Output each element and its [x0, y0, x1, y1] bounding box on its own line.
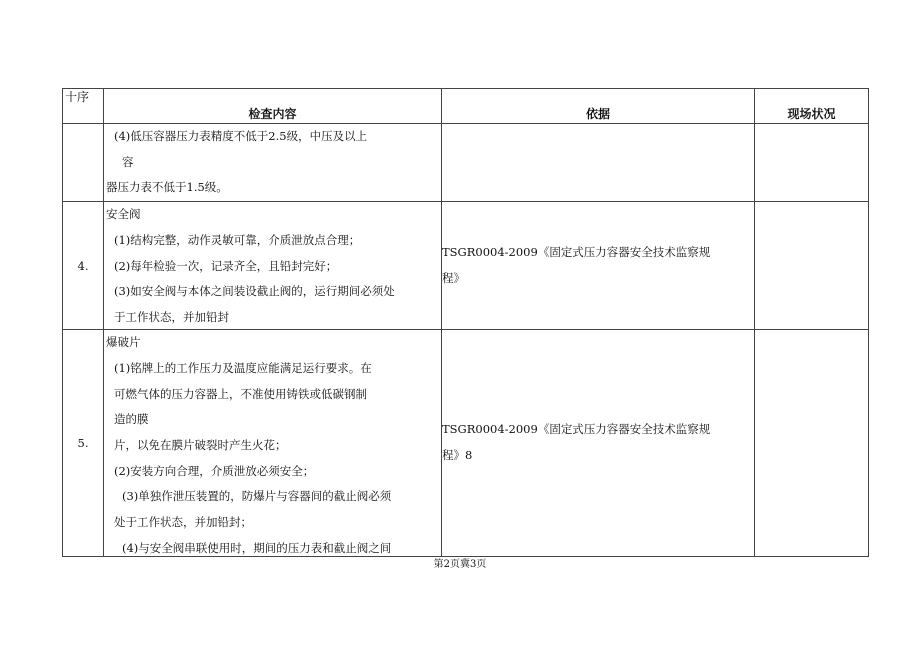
inspection-table — [62, 88, 869, 557]
content-line: (1)结构完整，动作灵敏可靠，介质泄放点合理； — [114, 232, 361, 247]
content-line: 造的膜 — [114, 412, 149, 427]
content-line: 可燃气体的压力容器上，不准使用铸铁或低碳钢制 — [114, 386, 367, 401]
content-line: 安全阀 — [106, 207, 141, 222]
content-line: (3)单独作泄压装置的，防爆片与容器间的截止阀必须 — [122, 489, 392, 504]
header-basis: 依据 — [442, 89, 755, 124]
row-status — [755, 202, 869, 330]
content-line: 于工作状态，并加铅封 — [114, 309, 229, 324]
basis-line: 程》 — [442, 270, 465, 285]
content-line: (4)低压容器压力表精度不低于2.5级，中压及以上 — [114, 129, 368, 143]
content-line: 片，以免在膜片破裂时产生火花； — [114, 437, 287, 452]
row-seq: 4. — [63, 202, 104, 330]
row-status — [755, 124, 869, 202]
row-seq — [63, 124, 104, 202]
table-row — [63, 330, 869, 557]
header-content: 检查内容 — [104, 89, 442, 124]
content-line: 器压力表不低于1.5级。 — [106, 180, 228, 195]
content-line: 容 — [122, 154, 134, 169]
content-line: 爆破片 — [106, 335, 141, 350]
basis-line: TSGR0004-2009《固定式压力容器安全技术监察规 — [442, 422, 711, 437]
content-line: (2)每年检验一次，记录齐全，且铅封完好； — [114, 258, 338, 273]
row-basis — [442, 202, 755, 330]
content-line: (4)与安全阀串联使用时，期间的压力表和截止阀之间 — [122, 540, 392, 555]
page-footer: 第2页冀3页 — [433, 559, 487, 570]
table-row — [63, 124, 869, 202]
basis-line: TSGR0004-2009《固定式压力容器安全技术监察规 — [442, 244, 711, 259]
row-content — [104, 330, 442, 557]
row-basis — [442, 124, 755, 202]
content-line: (2)安装方向合理，介质泄放必须安全； — [114, 463, 315, 478]
table-row — [63, 202, 869, 330]
basis-line: 程》8 — [442, 448, 473, 463]
row-content — [104, 202, 442, 330]
row-status — [755, 330, 869, 557]
row-seq: 5. — [63, 330, 104, 557]
header-seq: 十序 — [63, 89, 104, 124]
table-header-row — [63, 89, 869, 124]
header-status: 现场状况 — [755, 89, 869, 124]
content-line: (1)铭牌上的工作压力及温度应能满足运行要求。在 — [114, 360, 372, 375]
row-basis — [442, 330, 755, 557]
content-line: (3)如安全阀与本体之间装设截止阀的，运行期间必须处 — [114, 284, 395, 299]
row-content — [104, 124, 442, 202]
content-line: 处于工作状态，并加铅封； — [114, 515, 252, 530]
